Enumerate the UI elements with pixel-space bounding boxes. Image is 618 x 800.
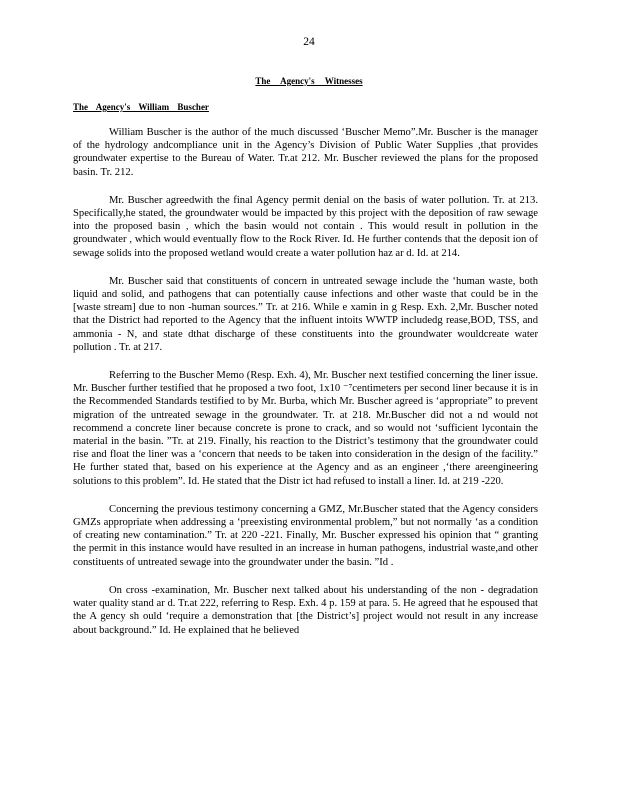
subheading: The Agency's William Buscher <box>73 102 209 112</box>
paragraph: On cross -examination, Mr. Buscher next talked about his understanding of the non - degradation water quality stand ar d. Tr.at 222, referring to Resp. Exh. 4 p. 159 at para. 5. He agreed that he espoused that the A gency sh ould ‘require a demonstration that [the District’s] project would not result in any increase about background.” Id. He explained that he believed <box>73 584 538 636</box>
paragraph: Mr. Buscher said that constituents of concern in untreated sewage include the ‘human waste, both liquid and solid, and pathogens that can potentially cause infections and other waste that could be in the [waste stream] due to non -human sources.” Tr. at 216. While e xamin in g Resp. Exh. 2,Mr. Buscher noted that the District had reported to the Agency that the influent intoits WWTP includedg rease,BOD, TSS, and ammonia - N, and state dthat discharge of these constituents into the groundwater wouldcreate water pollution . Tr. at 217. <box>73 275 538 353</box>
section-heading: The Agency's Witnesses <box>255 76 363 86</box>
paragraph: Referring to the Buscher Memo (Resp. Exh. 4), Mr. Buscher next testified concerning the liner issue. Mr. Buscher further testified that he proposed a two foot, 1x10 ⁻⁷centimeters per second liner because it is in the Recommended Standards testified to by Mr. Burba, which Mr. Buscher agreed is ‘appropriate” to prevent migration of the untreated sewage in the groundwater. Tr. at 218. Mr.Buscher did not a nd would not recommend a concrete liner because concrete is prone to crack, and so would not ‘sufficient lycontain the material in the basin. ”Tr. at 219. Finally, his reaction to the District’s testimony that the groundwater could rise and float the liner was a ‘concern that needs to be taken into consideration in the design of the facility.” He further stated that, based on his experience at the Agency and as an engineer ,‘there areengineering solutions to this problem”. Id. He stated that the Distr ict had refused to install a liner. Id. at 219 -220. <box>73 370 538 487</box>
body-text <box>73 126 538 652</box>
page-number: 24 <box>303 36 315 48</box>
paragraph: Concerning the previous testimony concerning a GMZ, Mr.Buscher stated that the Agency considers GMZs appropriate when addressing a ‘preexisting environmental problem,” but not normally ‘as a condition of creating new contamination.” Tr. at 220 -221. Finally, Mr. Buscher expressed his opinion that “ granting the permit in this instance would have resulted in an increase in human pathogens, industrial waste,and other constituents of untreated sewage into the groundwater under the basin. ”Id . <box>73 503 538 568</box>
paragraph: William Buscher is the author of the much discussed ‘Buscher Memo”.Mr. Buscher is the manager of the hydrology andcompliance unit in the Agency’s Division of Public Water Supplies ,that provides groundwater expertise to the Bureau of Water. Tr.at 212. Mr. Buscher reviewed the plans for the proposed basin. Tr. 212. <box>73 127 538 178</box>
paragraph: Mr. Buscher agreedwith the final Agency permit denial on the basis of water pollution. Tr. at 213. Specifically,he stated, the groundwater would be impacted by this project with the deposition of raw sewage into the proposed basin , which the basin would not contain . This would result in pollution in the groundwater , which would eventually flow to the Rock River. Id. He further contends that the deposit ion of sewage solids into the proposed wetland would create a water pollution haz ar d. Id. at 214. <box>73 194 538 259</box>
